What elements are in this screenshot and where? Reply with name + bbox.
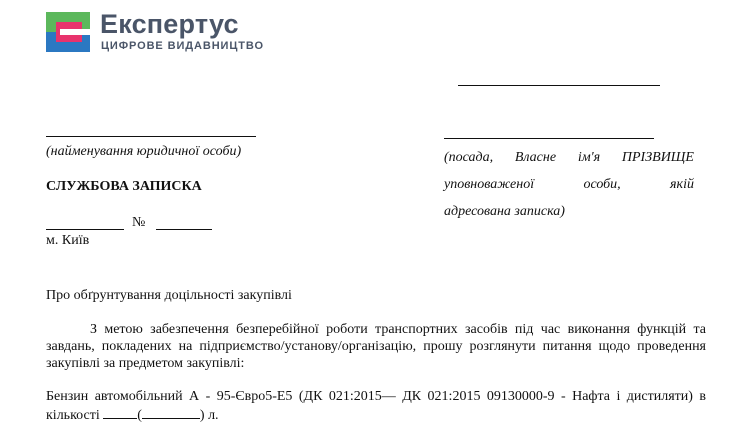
quantity-blank [103, 405, 137, 419]
logo-white-bar [60, 29, 90, 35]
city: м. Київ [46, 233, 90, 248]
doc-title: СЛУЖБОВА ЗАПИСКА [46, 179, 202, 194]
brand-name: Експертус [100, 9, 239, 39]
caption-word: (посада, [444, 150, 494, 165]
expertus-logo-icon [46, 12, 90, 52]
number-sign: № [132, 215, 146, 230]
date-blank-line [46, 229, 124, 230]
purchase-item-text: Бензин автомобільний А - 95-Євро5-Е5 (ДК 021:2015— ДК 021:2015 09130000-9 - Нафта і дистиляти) в кількості [46, 389, 706, 423]
open-paren: ( [137, 408, 142, 423]
top-right-blank-line [458, 85, 660, 86]
unit-text: ) л. [199, 408, 219, 423]
addressee-caption [444, 150, 694, 231]
addressee-caption-line-1 [444, 150, 694, 177]
subject-line: Про обґрунтування доцільності закупівлі [46, 288, 292, 303]
addressee-caption-line-3 [444, 204, 694, 231]
caption-word: ім'я [577, 150, 601, 165]
addressee-caption-line-2 [444, 177, 694, 204]
body-paragraph: З метою забезпечення безперебійної роботи транспортних засобів під час виконання функцій та завдань, покладених на підприємство/установу/організацію, прошу розглянути питання щодо проведення закупівлі за предметом закупівлі: [46, 322, 706, 371]
caption-word: адресована записка) [444, 204, 565, 219]
caption-word: ПРІЗВИЩЕ [621, 150, 694, 165]
caption-word: уповноваженої [444, 177, 535, 192]
entity-caption: (найменування юридичної особи) [46, 144, 242, 159]
quantity-words-blank [142, 405, 200, 419]
number-blank-line [156, 229, 212, 230]
caption-word: особи, [583, 177, 621, 192]
caption-word: Власне [514, 150, 557, 165]
addressee-blank-line [444, 138, 654, 139]
purchase-item [46, 388, 706, 424]
brand-subtitle: ЦИФРОВЕ ВИДАВНИЦТВО [101, 40, 264, 52]
caption-word: якій [670, 177, 694, 192]
entity-name-blank-line [46, 136, 256, 137]
